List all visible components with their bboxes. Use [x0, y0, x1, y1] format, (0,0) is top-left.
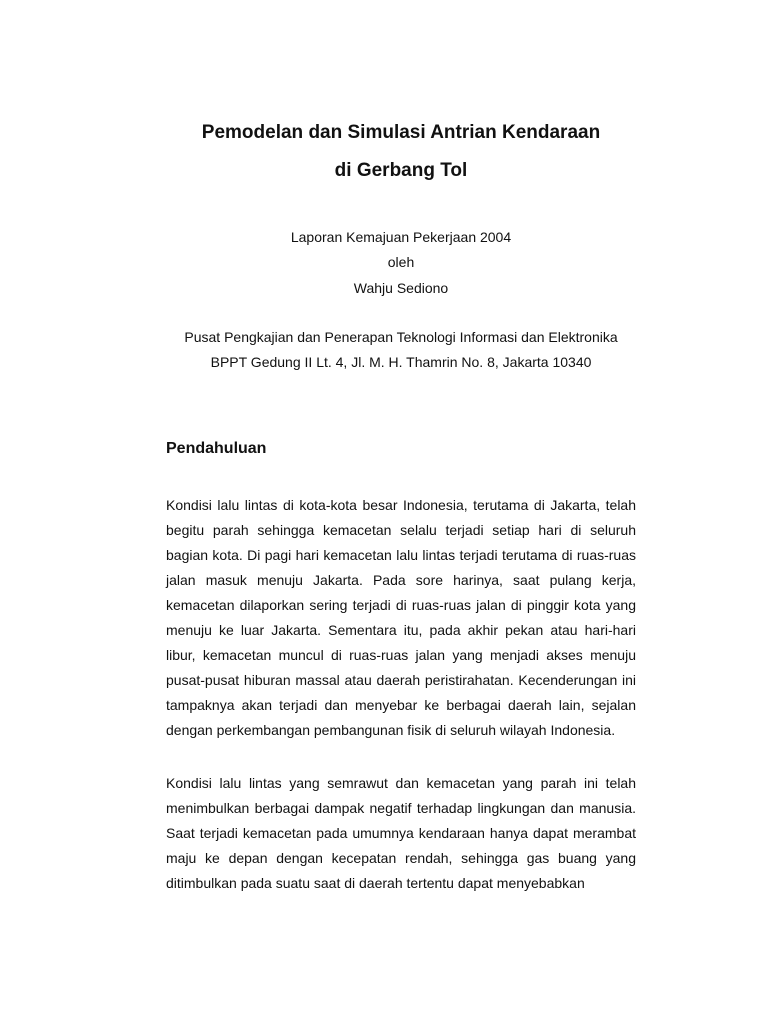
affiliation-line-2: BPPT Gedung II Lt. 4, Jl. M. H. Thamrin No. 8, Jakarta 10340: [210, 354, 592, 370]
affiliation-line-1: Pusat Pengkajian dan Penerapan Teknologi Informasi dan Elektronika: [184, 329, 618, 345]
section-heading: Pendahuluan: [166, 440, 267, 457]
author-name: Wahju Sediono: [353, 280, 449, 296]
document-title-line-2: di Gerbang Tol: [334, 160, 468, 181]
report-type: Laporan Kemajuan Pekerjaan 2004: [290, 229, 512, 245]
document-title-line-1: Pemodelan dan Simulasi Antrian Kendaraan: [201, 122, 601, 143]
by-label: oleh: [387, 254, 415, 270]
body-paragraph-2: Kondisi lalu lintas yang semrawut dan kemacetan yang parah ini telah menimbulkan berbagai dampak negatif terhadap lingkungan dan manusia. Saat terjadi kemacetan pada umumnya kendaraan hanya dapat merambat maju ke depan dengan kecepatan rendah, sehingga gas buang yang ditimbulkan pada suatu saat di daerah tertentu dapat menyebabkan: [166, 775, 636, 891]
body-paragraph-1: Kondisi lalu lintas di kota-kota besar Indonesia, terutama di Jakarta, telah begitu parah sehingga kemacetan selalu terjadi setiap hari di seluruh bagian kota. Di pagi hari kemacetan lalu lintas terjadi terutama di ruas-ruas jalan masuk menuju Jakarta. Pada sore harinya, saat pulang kerja, kemacetan dilaporkan sering terjadi di ruas-ruas jalan di pinggir kota yang menuju ke luar Jakarta. Sementara itu, pada akhir pekan atau hari-hari libur, kemacetan muncul di ruas-ruas jalan yang menjadi akses menuju pusat-pusat hiburan massal atau daerah peristirahatan. Kecenderungan ini tampaknya akan terjadi dan menyebar ke berbagai daerah lain, sejalan dengan perkembangan pembangunan fisik di seluruh wilayah Indonesia.: [166, 497, 636, 738]
